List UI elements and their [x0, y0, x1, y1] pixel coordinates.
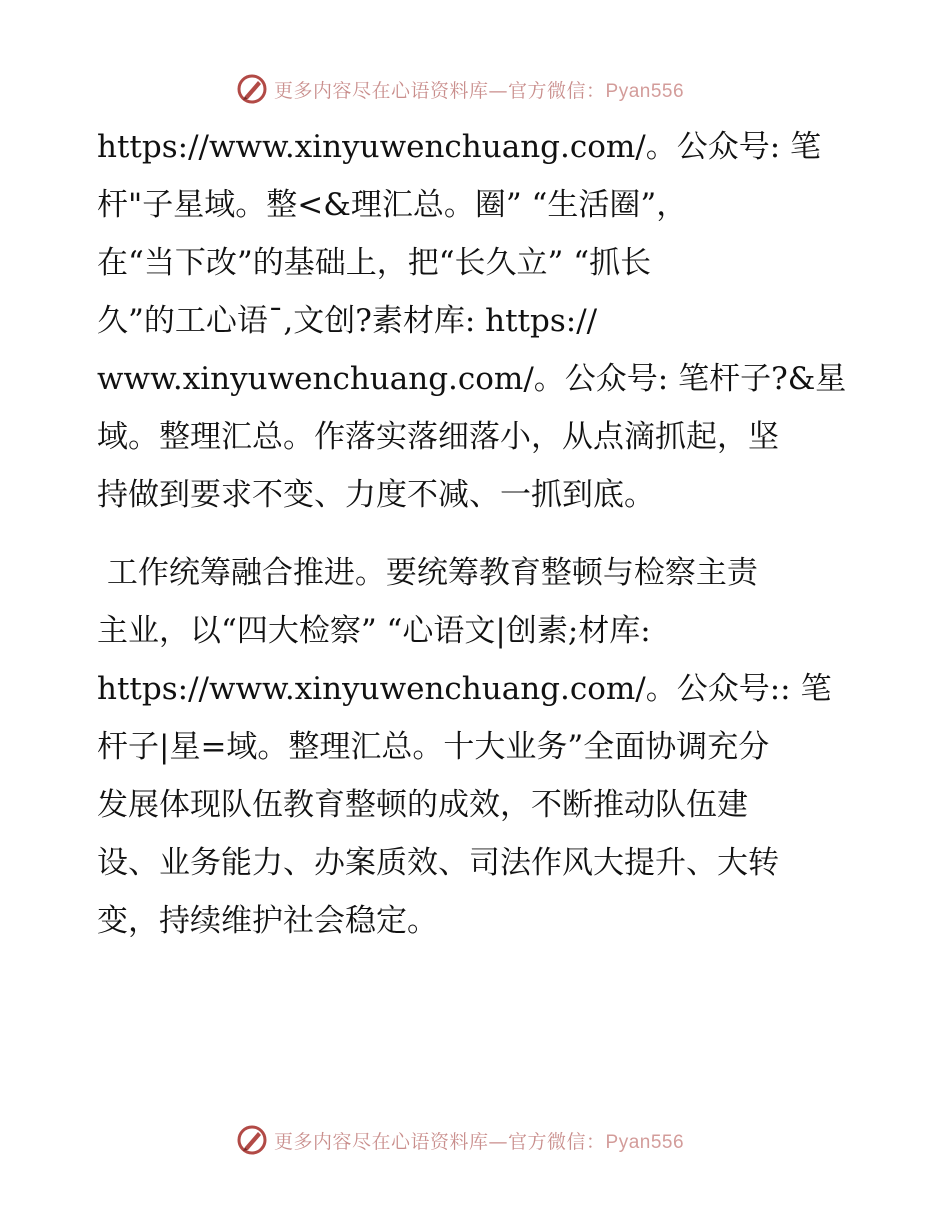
- footer-site-text: 更多内容尽在心语资料库—官方微信：: [274, 1130, 606, 1153]
- document-body: [97, 118, 857, 950]
- text-line: 域。整理汇总。作落实落细落小，从点滴抓起，坚: [97, 419, 779, 455]
- header-banner-text: [274, 76, 684, 103]
- text-line: 变，持续维护社会稳定。: [97, 903, 438, 939]
- pen-logo-icon: [236, 1124, 268, 1156]
- footer-wechat-id: Pyan556: [605, 1131, 685, 1153]
- header-wechat-id: Pyan556: [605, 80, 685, 102]
- text-line: 发展体现队伍教育整顿的成效，不断推动队伍建: [97, 787, 748, 823]
- footer-banner-text: [274, 1127, 684, 1154]
- pen-logo-icon: [236, 73, 268, 105]
- text-line: 杆"子星域。整<&理汇总。圈” “生活圈”，: [97, 187, 688, 223]
- text-line: 杆子|星=域。整理汇总。十大业务”全面协调充分: [97, 729, 770, 765]
- text-line: 持做到要求不变、力度不减、一抓到底。: [97, 477, 655, 513]
- text-line: 设、业务能力、办案质效、司法作风大提升、大转: [97, 845, 779, 881]
- text-line: https://www.xinyuwenchuang.com/。公众号:: 笔: [97, 671, 832, 707]
- text-line: 工作统筹融合推进。要统筹教育整顿与检察主责: [97, 555, 758, 591]
- text-line: 主业，以“四大检察” “心语文|创素;材库:: [97, 613, 651, 649]
- text-line: 在“当下改”的基础上，把“长久立” “抓长: [97, 245, 652, 281]
- text-line: 久”的工心语¯,文创?素材库: https://: [97, 303, 598, 339]
- text-line: https://www.xinyuwenchuang.com/。公众号: 笔: [97, 129, 822, 165]
- footer-banner: [236, 1123, 684, 1157]
- header-banner: [236, 72, 684, 106]
- header-site-text: 更多内容尽在心语资料库—官方微信：: [274, 79, 606, 102]
- text-line: www.xinyuwenchuang.com/。公众号: 笔杆子?&星: [97, 361, 847, 397]
- paragraph-2: [97, 544, 857, 950]
- paragraph-1: [97, 118, 857, 524]
- paragraph-gap: [97, 524, 857, 544]
